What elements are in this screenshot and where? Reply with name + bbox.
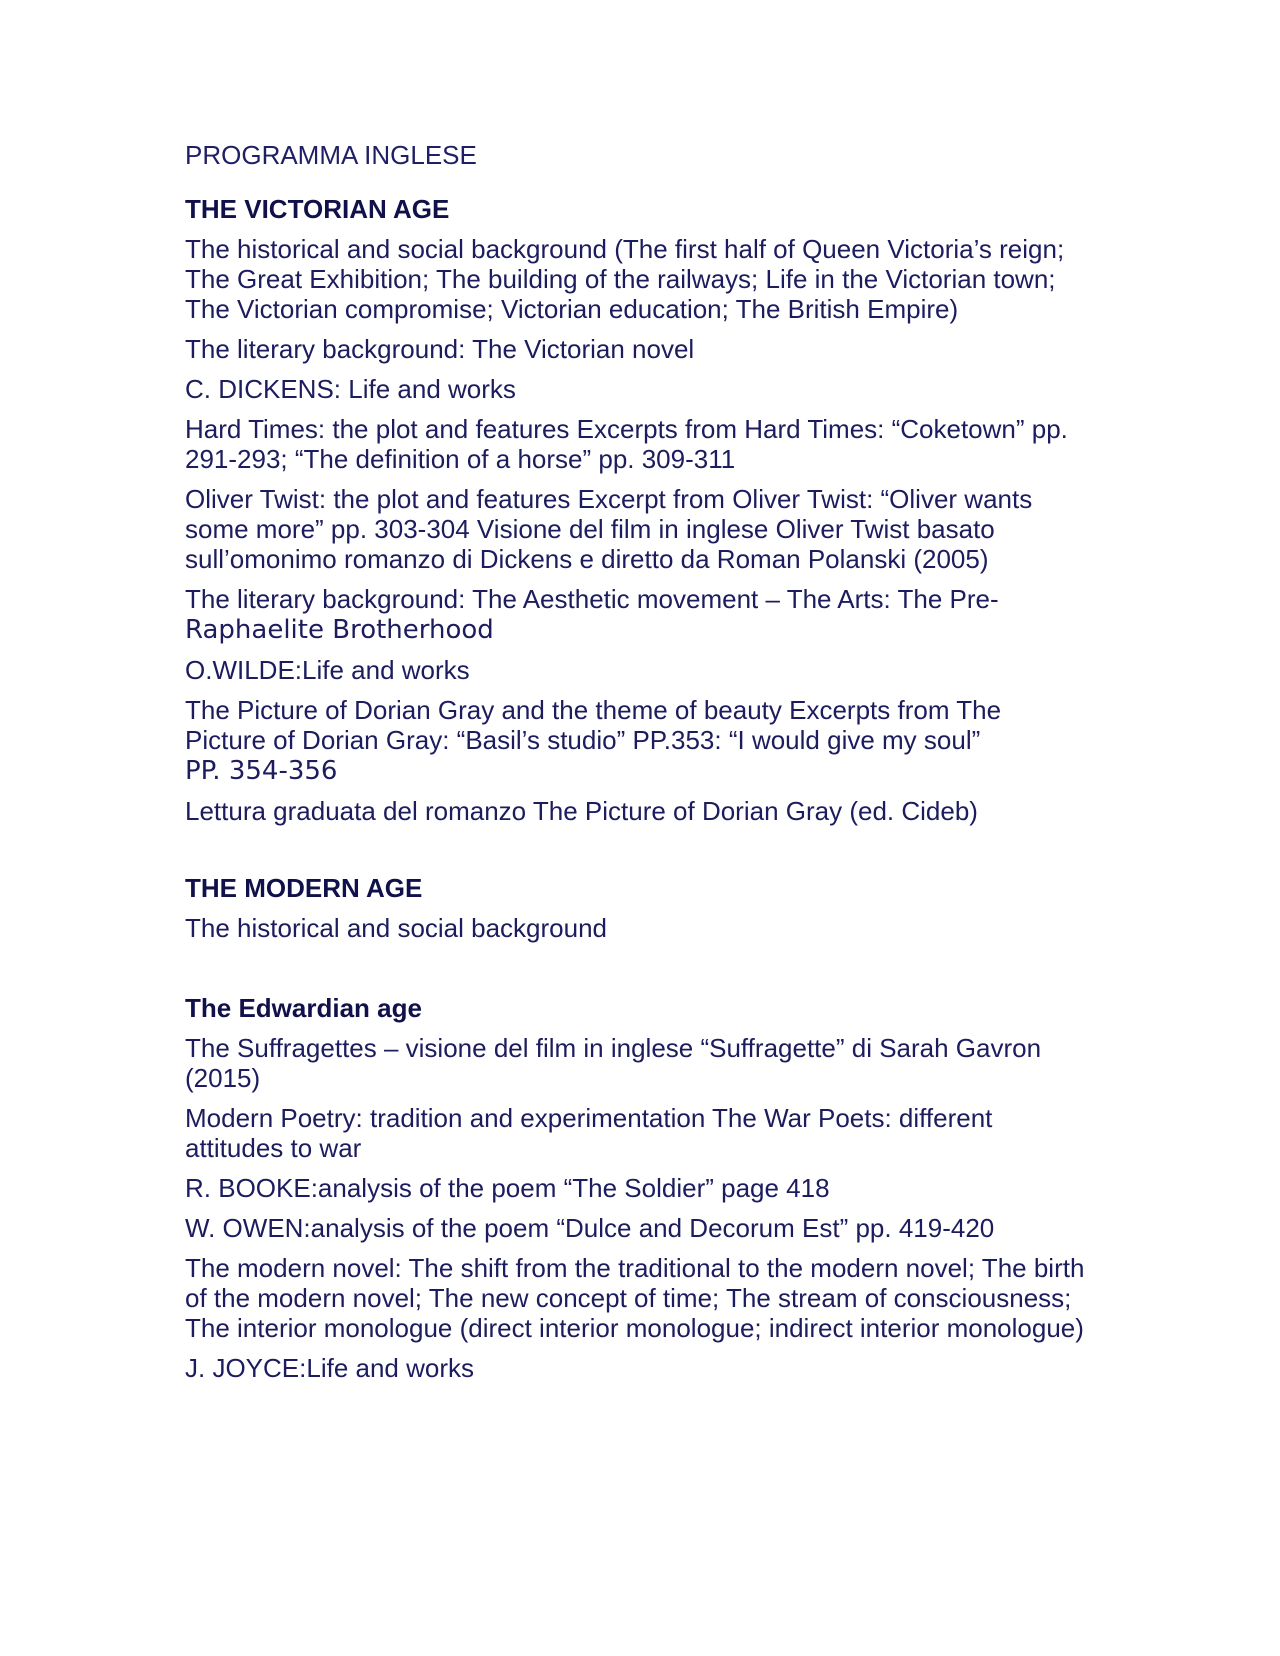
suffragettes-paragraph: The Suffragettes – visione del film in inglese “Suffragette” di Sarah Gavron (2015): [185, 1033, 1042, 1093]
hard-times-paragraph: Hard Times: the plot and features Excerpts from Hard Times: “Coketown” pp. 291-293; “The definition of a horse” pp. 309-311: [185, 414, 1068, 474]
document-title: PROGRAMMA INGLESE: [185, 140, 477, 170]
wilde-life-works: O.WILDE:Life and works: [185, 655, 470, 685]
document-body: [185, 140, 1085, 1383]
aesthetic-movement-paragraph: [185, 584, 1085, 645]
lettura-graduata: Lettura graduata del romanzo The Picture of Dorian Gray (ed. Cideb): [185, 796, 978, 826]
dorian-gray-paragraph: [185, 695, 1085, 786]
heading-edwardian-age: The Edwardian age: [185, 993, 422, 1023]
heading-victorian-age: THE VICTORIAN AGE: [185, 194, 450, 224]
brooke-poem: R. BOOKE:analysis of the poem “The Soldier” page 418: [185, 1173, 830, 1203]
aesthetic-movement-line-1: The literary background: The Aesthetic movement – The Arts: The Pre-: [185, 584, 999, 614]
modern-historical-background: The historical and social background: [185, 913, 608, 943]
victorian-historical-background: The historical and social background (The first half of Queen Victoria’s reign; The Great Exhibition; The building of the railways; Life in the Victorian town; The Victorian compromise; Victorian education; The British Empire): [185, 234, 1065, 324]
joyce-life-works: J. JOYCE:Life and works: [185, 1353, 474, 1383]
aesthetic-movement-line-2: Raphaelite Brotherhood: [185, 615, 494, 645]
dorian-gray-pages: PP. 354-356: [185, 756, 338, 786]
dickens-life-works: C. DICKENS: Life and works: [185, 374, 516, 404]
heading-modern-age: THE MODERN AGE: [185, 873, 423, 903]
victorian-literary-background: The literary background: The Victorian novel: [185, 334, 695, 364]
owen-poem: W. OWEN:analysis of the poem “Dulce and Decorum Est” pp. 419-420: [185, 1213, 995, 1243]
dorian-gray-text: The Picture of Dorian Gray and the theme of beauty Excerpts from The Picture of Dorian Gray: “Basil’s studio” PP.353: “I would give my soul”: [185, 695, 1002, 755]
modern-novel-paragraph: The modern novel: The shift from the traditional to the modern novel; The birth of the modern novel; The new concept of time; The stream of consciousness; The interior monologue (direct interior monologue; indirect interior monologue): [185, 1253, 1085, 1343]
modern-poetry-paragraph: Modern Poetry: tradition and experimentation The War Poets: different attitudes to war: [185, 1103, 993, 1163]
oliver-twist-paragraph: Oliver Twist: the plot and features Excerpt from Oliver Twist: “Oliver wants some more” pp. 303-304 Visione del film in inglese Oliver Twist basato sull’omonimo romanzo di Dickens e diretto da Roman Polanski (2005): [185, 484, 1033, 574]
